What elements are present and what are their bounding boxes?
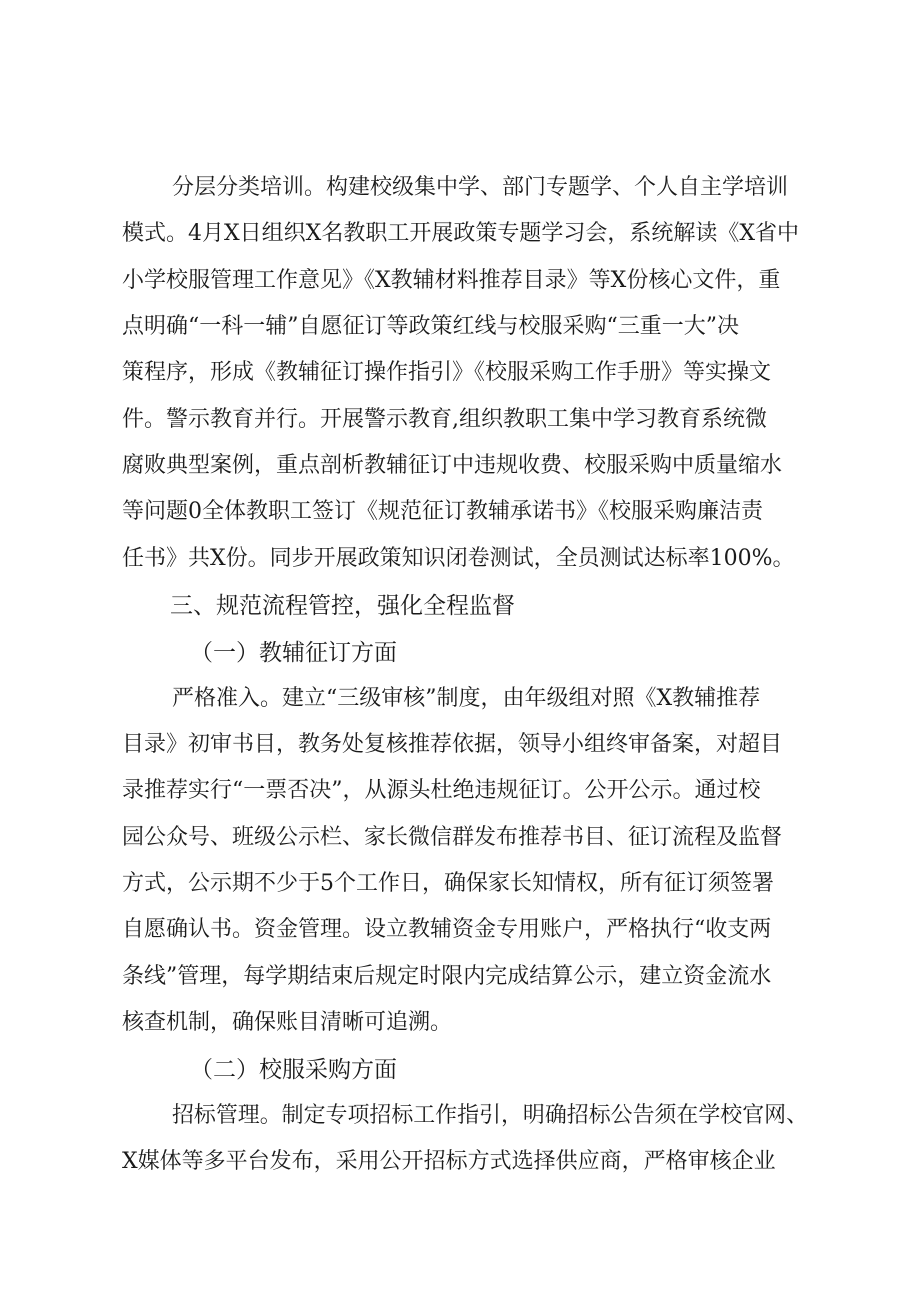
subsection-heading: （二）校服采购方面: [190, 1057, 397, 1083]
text-line: 分层分类培训。构建校级集中学、部门专题学、个人自主学培训: [172, 175, 789, 200]
text-line: 等问题0全体教职工签订《规范征订教辅承诺书》《校服采购廉洁责: [122, 499, 763, 524]
text-line: 件。警示教育并行。开展警示教育,组织教职工集中学习教育系统微: [122, 407, 767, 432]
subsection-heading: （一）教辅征订方面: [190, 640, 397, 666]
text-line: 严格准入。建立“三级审核”制度，由年级组对照《X教辅推荐: [172, 686, 761, 711]
text-line: 点明确“一科一辅”自愿征订等政策红线与校服采购“三重一大”决: [122, 314, 739, 339]
text-line: 园公众号、班级公示栏、家长微信群发布推荐书目、征订流程及监督: [122, 825, 783, 850]
text-line: 核查机制，确保账目清晰可追溯。: [122, 1010, 453, 1035]
text-line: 策程序，形成《教辅征订操作指引》《校服采购工作手册》等实操文: [122, 360, 772, 385]
text-line: 小学校服管理工作意见》《X教辅材料推荐目录》等X份核心文件，重: [122, 268, 781, 293]
text-line: 录推荐实行“一票否决”，从源头杜绝违规征订。公开公示。通过校: [122, 778, 761, 803]
text-line: 招标管理。制定专项招标工作指引，明确招标公告须在学校官网、: [172, 1103, 809, 1128]
text-line: X媒体等多平台发布，采用公开招标方式选择供应商，严格审核企业: [122, 1149, 776, 1174]
text-line: 目录》初审书目，教务处复核推荐依据，领导小组终审备案，对超目: [122, 732, 783, 757]
text-line: 任书》共X份。同步开展政策知识闭卷测试，全员测试达标率100%。: [122, 546, 795, 571]
text-line: 方式，公示期不少于5个工作日，确保家长知情权，所有征订须签署: [122, 871, 774, 896]
section-heading: 三、规范流程管控，强化全程监督: [170, 593, 515, 619]
text-line: 模式。4月X日组织X名教职工开展政策专题学习会，系统解读《X省中: [122, 221, 799, 246]
text-line: 条线”管理，每学期结束后规定时限内完成结算公示，建立资金流水: [122, 964, 772, 989]
text-line: 腐败典型案例，重点剖析教辅征订中违规收费、校服采购中质量缩水: [122, 453, 783, 478]
text-line: 自愿确认书。资金管理。设立教辅资金专用账户，严格执行“收支两: [122, 917, 772, 942]
